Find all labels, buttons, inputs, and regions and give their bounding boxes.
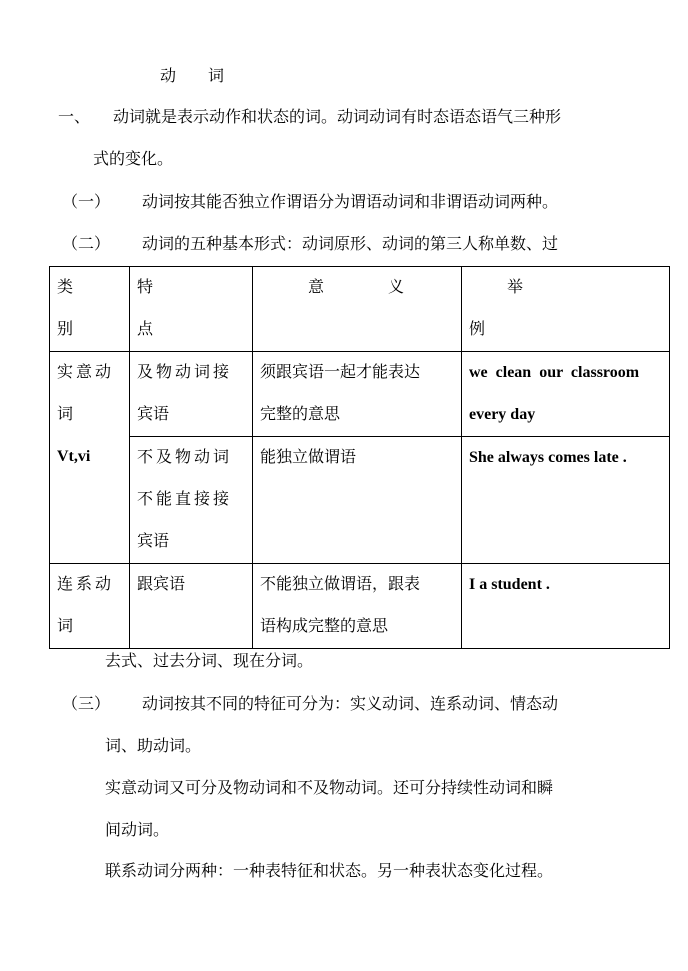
item3-number: （三） [62,696,111,713]
example-cell: we clean our classroom every day [462,352,670,437]
item2-continuation: 去式、过去分词、现在分词。 [105,653,314,670]
item3-line2: 词、助动词。 [105,738,202,755]
table-row [50,564,670,649]
category-cell: 实意动 词 Vt,vi [50,352,130,564]
feature-cell: 不及物动词 不能直接接 宾语 [130,437,253,564]
item2-text: 动词的五种基本形式：动词原形、动词的第三人称单数、过 [142,236,559,253]
meaning-cell: 不能独立做谓语，跟表 语构成完整的意思 [253,564,462,649]
header-feature: 特 点 [130,267,253,352]
item1-text: 动词按其能否独立作谓语分为谓语动词和非谓语动词两种。 [142,194,559,211]
category-cell: 连系动 词 [50,564,130,649]
table-header-row [50,267,670,352]
meaning-cell: 须跟宾语一起才能表达 完整的意思 [253,352,462,437]
table-row [50,352,670,437]
header-category: 类 别 [50,267,130,352]
feature-cell: 跟宾语 [130,564,253,649]
para1-number: 一、 [58,109,91,126]
item3-line1: 动词按其不同的特征可分为：实义动词、连系动词、情态动 [142,696,559,713]
table-row [50,437,670,564]
para2-line2: 间动词。 [105,822,170,839]
header-meaning: 意 义 [253,267,462,352]
example-cell: I a student . [462,564,670,649]
para1-line2: 式的变化。 [93,151,174,168]
item2-number: （二） [62,236,111,253]
para3-line1: 联系动词分两种：一种表特征和状态。另一种表状态变化过程。 [105,863,554,880]
page-title: 动 词 [160,68,225,85]
item1-number: （一） [62,194,111,211]
para2-line1: 实意动词又可分及物动词和不及物动词。还可分持续性动词和瞬 [105,780,554,797]
header-example: 举 例 [462,267,670,352]
verb-table [49,266,670,649]
para1-line1: 动词就是表示动作和状态的词。动词动词有时态语态语气三种形 [113,109,562,126]
example-cell: She always comes late . [462,437,670,564]
meaning-cell: 能独立做谓语 [253,437,462,564]
feature-cell: 及物动词接 宾语 [130,352,253,437]
